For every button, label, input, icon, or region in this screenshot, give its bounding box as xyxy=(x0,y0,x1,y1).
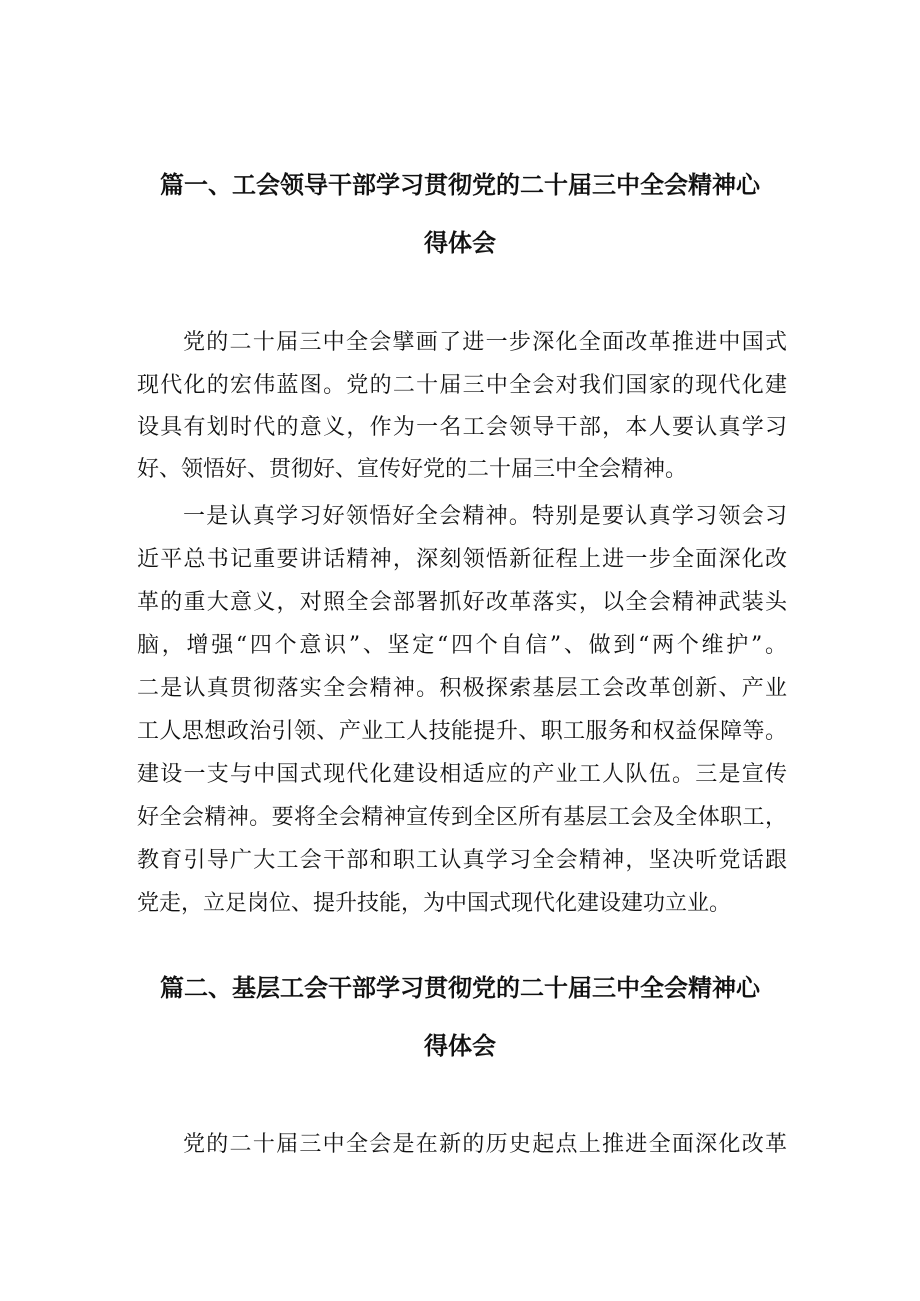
article1-paragraph2-line: 脑，增强“四个意识”、坚定“四个自信”、做到“两个维护”。 xyxy=(137,633,787,658)
article2-paragraph1-line: 党的二十届三中全会是在新的历史起点上推进全面深化改革 xyxy=(183,1132,787,1157)
article1-paragraph1-line: 设具有划时代的意义，作为一名工会领导干部，本人要认真学习 xyxy=(137,415,787,440)
article1-title-line1: 篇一、工会领导干部学习贯彻党的二十届三中全会精神心 xyxy=(160,171,760,199)
article1-paragraph2-line: 工人思想政治引领、产业工人技能提升、职工服务和权益保障等。 xyxy=(137,719,787,744)
article2-title-line2: 得体会 xyxy=(424,1032,496,1060)
article1-paragraph1-line: 党的二十届三中全会擘画了进一步深化全面改革推进中国式 xyxy=(183,330,787,355)
article2-title-line1: 篇二、基层工会干部学习贯彻党的二十届三中全会精神心 xyxy=(160,974,760,1002)
article1-paragraph2-line: 二是认真贯彻落实全会精神。积极探索基层工会改革创新、产业 xyxy=(137,676,787,701)
article1-paragraph1-line: 现代化的宏伟蓝图。党的二十届三中全会对我们国家的现代化建 xyxy=(137,373,787,398)
article1-paragraph2-line: 好全会精神。要将全会精神宣传到全区所有基层工会及全体职工， xyxy=(137,805,787,830)
article1-paragraph2-line: 一是认真学习好领悟好全会精神。特别是要认真学习领会习 xyxy=(183,504,787,529)
article1-paragraph2-line: 教育引导广大工会干部和职工认真学习全会精神，坚决听党话跟 xyxy=(137,848,787,873)
article1-paragraph2-line: 党走，立足岗位、提升技能，为中国式现代化建设建功立业。 xyxy=(137,891,732,916)
article1-paragraph2-line: 革的重大意义，对照全会部署抓好改革落实，以全会精神武装头 xyxy=(137,590,787,615)
article1-paragraph2-line: 近平总书记重要讲话精神，深刻领悟新征程上进一步全面深化改 xyxy=(137,547,787,572)
article1-title-line2: 得体会 xyxy=(424,229,496,257)
article1-paragraph1-line: 好、领悟好、贯彻好、宣传好党的二十届三中全会精神。 xyxy=(137,457,688,482)
article1-paragraph2-line: 建设一支与中国式现代化建设相适应的产业工人队伍。三是宣传 xyxy=(137,762,787,787)
